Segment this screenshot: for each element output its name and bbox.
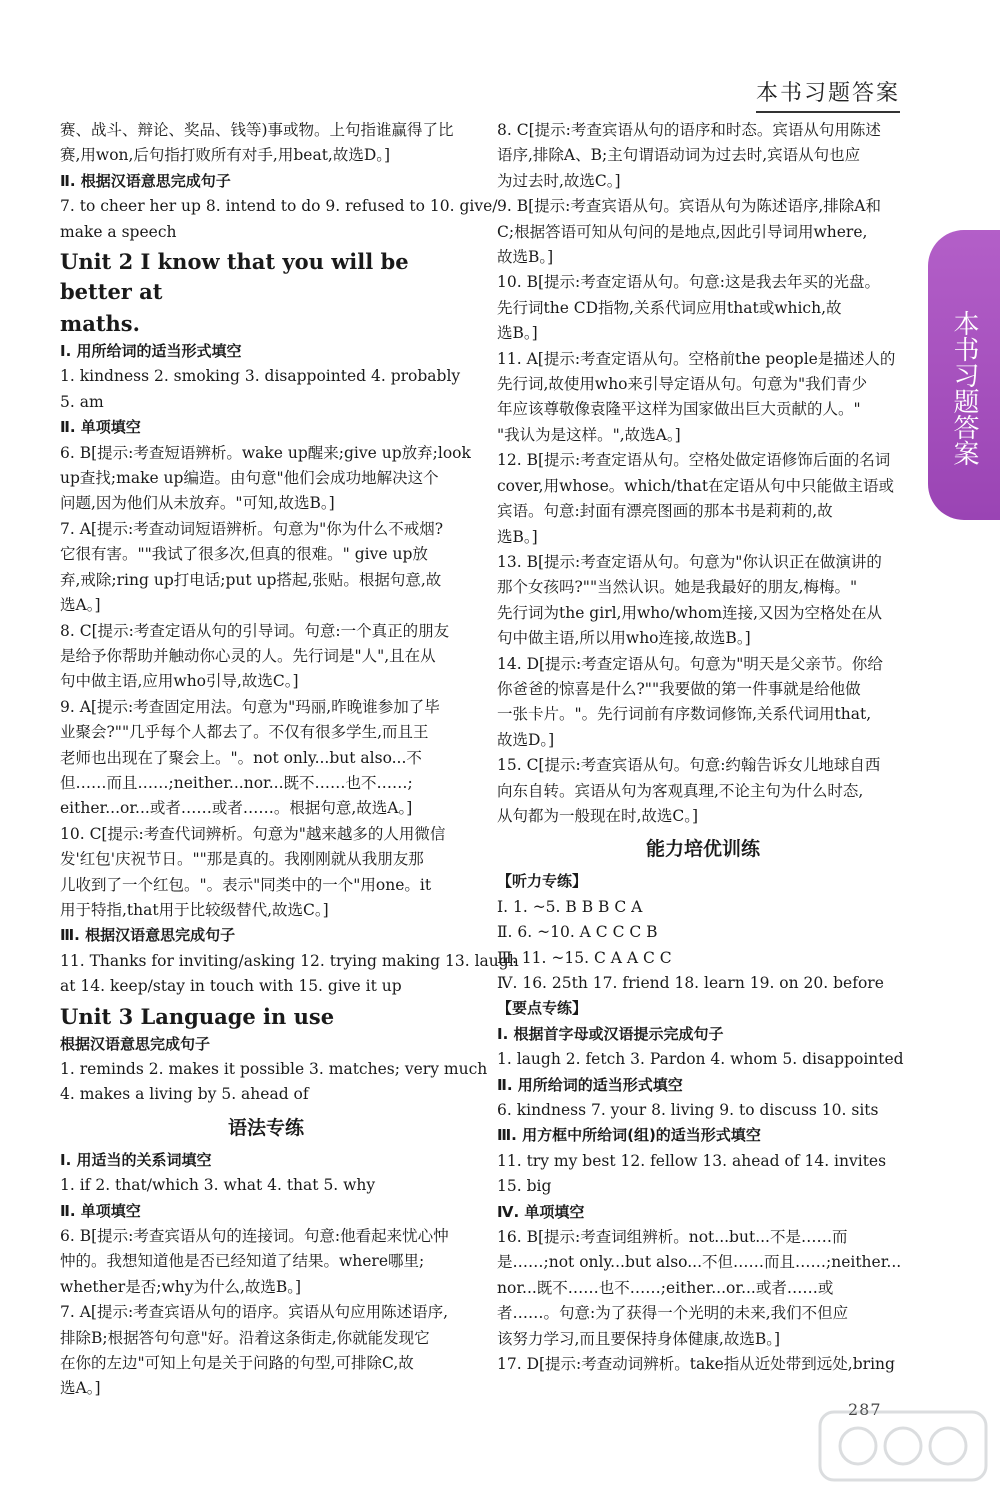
answer-line: 8. C[提示:考查定语从句的引导词。句意:一个真正的朋友 [60,621,450,640]
answer-line: 儿收到了一个红包。"。表示"同类中的一个"用one。it [60,875,432,894]
answer-line: Ⅰ. 1. ~5. B B B C A [497,897,643,916]
answer-line: 故选B。] [497,248,554,267]
section-heading: Ⅰ. 用适当的关系词填空 [60,1150,212,1169]
answer-line: up查找;make up编造。由句意"他们会成功地解决这个 [60,469,439,488]
side-tab [928,230,1000,520]
answer-line: 者……。句意:为了获得一个光明的未来,我们不但应 [497,1304,849,1323]
answer-line: Ⅳ. 16. 25th 17. friend 18. learn 19. on 20. before [497,974,884,992]
answer-line: 句中做主语,应用who引导,故选C。] [60,672,299,691]
answer-line: 10. B[提示:考查定语从句。句意:这是我去年买的光盘。 [497,273,880,292]
answer-line: 11. A[提示:考查定语从句。空格前the people是描述人的 [497,349,896,368]
answer-line: 13. B[提示:考查定语从句。句意为"你认识正在做演讲的 [497,552,882,571]
answer-line: 排除B;根据答句句意"好。沿着这条街走,你就能发现它 [60,1328,430,1347]
answer-line: 11. Thanks for inviting/asking 12. trying making 13. laugh [60,951,519,970]
left-column [60,118,519,1402]
answer-line: at 14. keep/stay in touch with 15. give it up [60,977,402,996]
section-heading: 【要点专练】 [497,999,588,1018]
answer-line: 该努力学习,而且要保持身体健康,故选B。] [497,1329,781,1348]
page-header-title: 本书习题答案 [756,76,900,113]
answer-line: 语序,排除A、B;主句谓语动词为过去时,宾语从句也应 [497,146,861,165]
section-heading: Ⅱ. 单项填空 [60,418,141,437]
answer-line: 赛、战斗、辩论、奖品、钱等)事或物。上句指谁赢得了比 [60,121,454,139]
answer-line: either...or...或者……或者……。根据句意,故选A。] [60,799,413,818]
unit-heading: Unit 2 I know that you will be better at [60,249,409,305]
answer-line: 一张卡片。"。先行词前有序数词修饰,关系代词用that, [497,705,872,724]
answer-line: 故选D。] [497,730,555,749]
answer-line: 1. if 2. that/which 3. what 4. that 5. why [60,1176,376,1195]
answer-line: 先行词为the girl,用who/whom连接,又因为空格处在从 [497,603,882,622]
answer-line: 发'红包'庆祝节日。""那是真的。我刚刚就从我朋友那 [60,850,424,869]
answer-line: 11. try my best 12. fellow 13. ahead of 14. invites [497,1151,887,1170]
answer-line: 业聚会?""几乎每个人都去了。不仅有很多学生,而且王 [60,723,429,742]
section-heading: Ⅳ. 单项填空 [497,1202,585,1221]
page-number: 287 [848,1400,882,1419]
answer-line: 12. B[提示:考查定语从句。空格处做定语修饰后面的名词 [497,451,891,470]
answer-line: 宾语。句意:封面有漂亮图画的那本书是莉莉的,故 [497,502,833,521]
answer-line: make a speech [60,222,177,241]
answer-line: 10. C[提示:考查代词辨析。句意为"越来越多的人用微信 [60,824,446,843]
answer-line: 7. to cheer her up 8. intend to do 9. refused to 10. give/ [60,197,498,216]
right-column [497,118,909,1378]
answer-line: "我认为是这样。",故选A。] [497,425,681,444]
answer-line: 句中做主语,所以用who连接,故选B。] [497,629,751,648]
answer-line: 它很有害。""我试了很多次,但真的很难。" give up放 [60,545,428,564]
side-tab-label: 本书习题答案 [949,310,979,466]
answer-line: 选B。] [497,527,538,546]
section-heading: 根据汉语意思完成句子 [60,1034,211,1053]
answer-line: 4. makes a living by 5. ahead of [60,1085,309,1104]
answer-line: nor...既不……也不……;either...or...或者……或 [497,1278,834,1297]
answer-line: 6. B[提示:考查宾语从句的连接词。句意:他看起来忧心忡 [60,1227,449,1246]
answer-line: 7. A[提示:考查宾语从句的语序。宾语从句应用陈述语序, [60,1303,449,1322]
answer-line: 赛,用won,后句指打败所有对手,用beat,故选D。] [60,146,391,165]
unit-heading: maths. [60,311,140,337]
answer-line: 选A。] [60,596,101,615]
answer-line: 年应该尊敬像袁隆平这样为国家做出巨大贡献的人。" [497,400,861,419]
section-heading: Ⅱ. 根据汉语意思完成句子 [60,171,231,190]
section-heading: 【听力专练】 [497,872,588,891]
answer-line: 17. D[提示:考查动词辨析。take指从近处带到远处,bring [497,1355,895,1374]
answer-line: 在你的左边"可知上句是关于问路的句型,可排除C,故 [60,1354,414,1373]
answer-line: 向东自转。宾语从句为客观真理,不论主句为什么时态, [497,781,864,800]
answer-line: 14. D[提示:考查定语从句。句意为"明天是父亲节。你给 [497,654,883,673]
answer-line: 16. B[提示:考查词组辨析。not...but...不是……而 [497,1228,848,1247]
answer-line: 选B。] [497,324,538,343]
answer-line: Ⅱ. 6. ~10. A C C C B [497,923,658,942]
answer-line: cover,用whose。which/that在定语从句中只能做主语或 [497,476,895,495]
section-heading: Ⅱ. 单项填空 [60,1201,141,1220]
section-heading: Ⅰ. 根据首字母或汉语提示完成句子 [497,1024,724,1043]
answer-line: 问题,因为他们从未放弃。"可知,故选B。] [60,494,335,513]
answer-line: Ⅲ. 11. ~15. C A A C C [497,948,672,967]
unit-heading: Unit 3 Language in use [60,1003,335,1029]
watermark-logo [818,1410,988,1482]
answer-line: 选A。] [60,1379,101,1398]
answer-line: 先行词the CD指物,关系代词应用that或which,故 [497,298,842,317]
answer-line: 8. C[提示:考查宾语从句的语序和时态。宾语从句用陈述 [497,121,881,139]
answer-line: 1. kindness 2. smoking 3. disappointed 4. probably [60,367,461,386]
answer-line: 5. am [60,392,104,411]
answer-line: 6. kindness 7. your 8. living 9. to discuss 10. sits [497,1101,879,1120]
answer-line: C;根据答语可知从句问的是地点,因此引导词用where, [497,222,868,241]
answer-line: 1. reminds 2. makes it possible 3. matches; very much [60,1060,488,1078]
section-title: 语法专练 [227,1116,304,1139]
answer-line: 15. big [497,1177,552,1196]
answer-line: 老师也出现在了聚会上。"。not only...but also...不 [60,748,422,767]
section-title: 能力培优训练 [645,838,760,861]
answer-line: 用于特指,that用于比较级替代,故选C。] [60,900,329,919]
section-heading: Ⅱ. 用所给词的适当形式填空 [497,1075,683,1094]
section-heading: Ⅲ. 用方框中所给词(组)的适当形式填空 [497,1126,761,1145]
answer-line: 7. A[提示:考查动词短语辨析。句意为"你为什么不戒烟? [60,519,444,538]
answer-line: whether是否;why为什么,故选B。] [60,1277,302,1296]
answer-line: 为过去时,故选C。] [497,171,621,190]
section-heading: Ⅰ. 用所给词的适当形式填空 [60,342,242,361]
answer-line: 但……而且……;neither...nor...既不……也不……; [60,773,413,792]
answer-line: 1. laugh 2. fetch 3. Pardon 4. whom 5. disappointed [497,1050,904,1069]
section-heading: Ⅲ. 根据汉语意思完成句子 [60,926,236,945]
answer-line: 先行词,故使用who来引导定语从句。句意为"我们青少 [497,375,868,394]
answer-line: 是给予你帮助并触动你心灵的人。先行词是"人",且在从 [60,646,436,665]
answer-line: 9. A[提示:考查固定用法。句意为"玛丽,昨晚谁参加了毕 [60,697,440,716]
answer-line: 那个女孩吗?""当然认识。她是我最好的朋友,梅梅。" [497,578,858,597]
answer-line: 9. B[提示:考查宾语从句。宾语从句为陈述语序,排除A和 [497,197,881,216]
answer-line: 从句都为一般现在时,故选C。] [497,806,699,825]
answer-line: 6. B[提示:考查短语辨析。wake up醒来;give up放弃;look [60,443,471,462]
answer-line: 15. C[提示:考查宾语从句。句意:约翰告诉女儿地球自西 [497,756,881,775]
answer-line: 忡的。我想知道他是否已经知道了结果。where哪里; [60,1252,425,1271]
answer-line: 弃,戒除;ring up打电话;put up搭起,张贴。根据句意,故 [60,570,442,589]
answer-line: 你爸爸的惊喜是什么?""我要做的第一件事就是给他做 [497,679,861,698]
answer-line: 是……;not only...but also...不但……而且……;neither... [497,1253,902,1272]
